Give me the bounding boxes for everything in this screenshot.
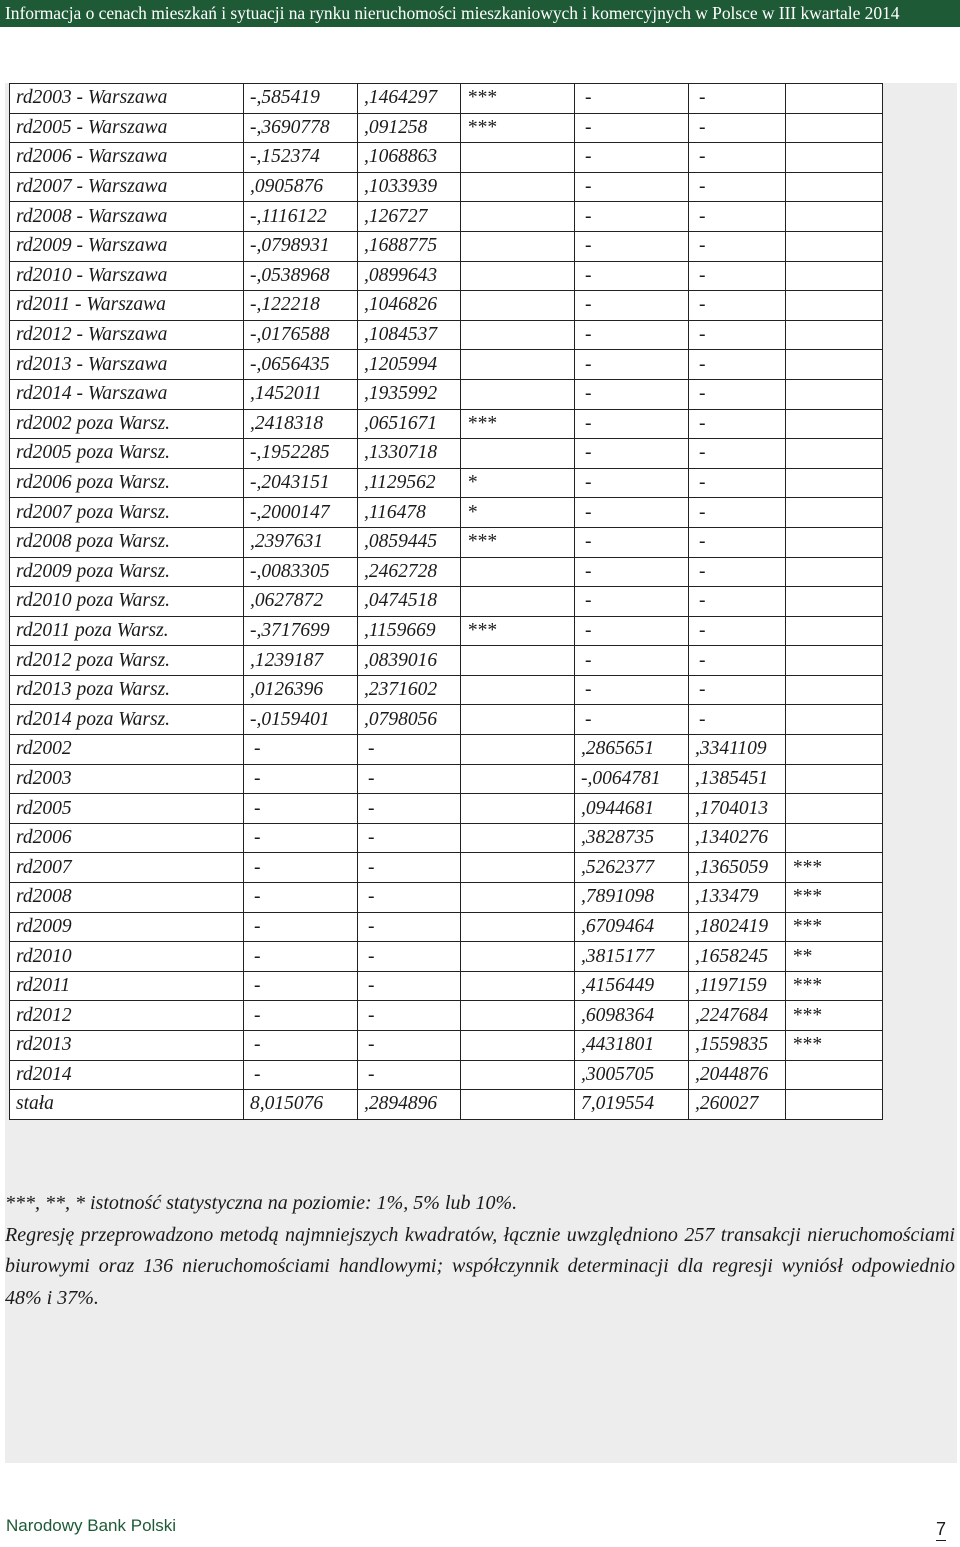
value-cell: - [689, 113, 786, 143]
value-cell: ,6098364 [575, 1001, 689, 1031]
value-cell: -,3690778 [244, 113, 358, 143]
value-cell: - [689, 172, 786, 202]
value-cell: ,0798056 [358, 705, 461, 735]
table-row [10, 439, 883, 469]
value-cell: - [689, 231, 786, 261]
row-label-cell: rd2012 - Warszawa [10, 320, 244, 350]
row-label-cell: rd2005 [10, 794, 244, 824]
value-cell [786, 794, 883, 824]
value-cell: - [358, 735, 461, 765]
table-row [10, 735, 883, 765]
value-cell [786, 823, 883, 853]
value-cell: ,1340276 [689, 823, 786, 853]
value-cell: - [689, 498, 786, 528]
table-row [10, 143, 883, 173]
row-label-cell: rd2013 poza Warsz. [10, 675, 244, 705]
value-cell: 7,019554 [575, 1090, 689, 1120]
table-row [10, 764, 883, 794]
value-cell: ,1452011 [244, 379, 358, 409]
value-cell: - [575, 113, 689, 143]
notes [5, 1188, 955, 1314]
value-cell: - [244, 912, 358, 942]
value-cell: *** [461, 84, 575, 114]
value-cell: -,1952285 [244, 439, 358, 469]
value-cell [461, 557, 575, 587]
value-cell: ,1704013 [689, 794, 786, 824]
value-cell: 8,015076 [244, 1090, 358, 1120]
value-cell [786, 261, 883, 291]
value-cell [786, 350, 883, 380]
value-cell [461, 261, 575, 291]
value-cell: ,0944681 [575, 794, 689, 824]
value-cell: - [244, 764, 358, 794]
value-cell: ,1330718 [358, 439, 461, 469]
value-cell: - [689, 616, 786, 646]
value-cell [461, 231, 575, 261]
row-label-cell: rd2014 poza Warsz. [10, 705, 244, 735]
table-row [10, 350, 883, 380]
value-cell: ,0474518 [358, 587, 461, 617]
value-cell: - [689, 675, 786, 705]
value-cell: *** [786, 853, 883, 883]
value-cell: - [689, 350, 786, 380]
value-cell: - [244, 1031, 358, 1061]
value-cell [461, 646, 575, 676]
value-cell: - [244, 942, 358, 972]
value-cell [461, 350, 575, 380]
value-cell: ,1084537 [358, 320, 461, 350]
value-cell: ,0859445 [358, 527, 461, 557]
value-cell: ,1159669 [358, 616, 461, 646]
table-row [10, 172, 883, 202]
row-label-cell: rd2005 poza Warsz. [10, 439, 244, 469]
value-cell: - [358, 853, 461, 883]
value-cell [786, 705, 883, 735]
value-cell: *** [461, 113, 575, 143]
value-cell: - [358, 912, 461, 942]
table-row [10, 113, 883, 143]
value-cell: ,1033939 [358, 172, 461, 202]
table-row [10, 84, 883, 114]
value-cell: - [689, 468, 786, 498]
value-cell: ,1688775 [358, 231, 461, 261]
value-cell: ,2371602 [358, 675, 461, 705]
regression-note: Regresję przeprowadzono metodą najmniejszych kwadratów, łącznie uwzględniono 257 transakcji nieruchomościami biurowymi oraz 136 nieruchomościami handlowymi; współczynnik determinacji dla regresji wyniósł odpowiednio 48% i 37%. [5, 1223, 955, 1309]
row-label-cell: rd2009 - Warszawa [10, 231, 244, 261]
value-cell: ,091258 [358, 113, 461, 143]
value-cell [786, 527, 883, 557]
value-cell [461, 1060, 575, 1090]
value-cell: *** [461, 616, 575, 646]
value-cell: ,1197159 [689, 971, 786, 1001]
value-cell [786, 379, 883, 409]
value-cell: - [575, 646, 689, 676]
footer-publisher: Narodowy Bank Polski [6, 1516, 177, 1535]
table-row [10, 794, 883, 824]
value-cell: - [358, 1001, 461, 1031]
value-cell: *** [786, 971, 883, 1001]
value-cell: -,0064781 [575, 764, 689, 794]
row-label-cell: rd2011 [10, 971, 244, 1001]
value-cell: ,2462728 [358, 557, 461, 587]
value-cell: ,1464297 [358, 84, 461, 114]
value-cell [786, 468, 883, 498]
value-cell [461, 439, 575, 469]
value-cell [461, 971, 575, 1001]
value-cell: -,585419 [244, 84, 358, 114]
value-cell: ,126727 [358, 202, 461, 232]
page-number: 7 [936, 1519, 947, 1539]
value-cell: ,1046826 [358, 291, 461, 321]
value-cell: -,122218 [244, 291, 358, 321]
value-cell: ,3341109 [689, 735, 786, 765]
row-label-cell: rd2005 - Warszawa [10, 113, 244, 143]
value-cell [461, 202, 575, 232]
row-label-cell: rd2007 poza Warsz. [10, 498, 244, 528]
value-cell [461, 883, 575, 913]
value-cell: - [575, 468, 689, 498]
value-cell: - [575, 675, 689, 705]
value-cell: -,0656435 [244, 350, 358, 380]
row-label-cell: stała [10, 1090, 244, 1120]
regression-table-body [10, 84, 883, 1120]
value-cell: ,0627872 [244, 587, 358, 617]
value-cell: ,2894896 [358, 1090, 461, 1120]
table-row [10, 527, 883, 557]
value-cell [461, 291, 575, 321]
value-cell: ,0905876 [244, 172, 358, 202]
value-cell: *** [786, 912, 883, 942]
row-label-cell: rd2011 - Warszawa [10, 291, 244, 321]
value-cell: ,0126396 [244, 675, 358, 705]
value-cell: - [358, 1060, 461, 1090]
table-row [10, 261, 883, 291]
value-cell: ,1935992 [358, 379, 461, 409]
value-cell: ,133479 [689, 883, 786, 913]
value-cell: - [575, 409, 689, 439]
value-cell [461, 764, 575, 794]
row-label-cell: rd2003 - Warszawa [10, 84, 244, 114]
row-label-cell: rd2003 [10, 764, 244, 794]
row-label-cell: rd2002 [10, 735, 244, 765]
row-label-cell: rd2007 - Warszawa [10, 172, 244, 202]
value-cell: ,1385451 [689, 764, 786, 794]
value-cell: - [244, 735, 358, 765]
value-cell: ,2247684 [689, 1001, 786, 1031]
value-cell [461, 1001, 575, 1031]
value-cell: - [575, 172, 689, 202]
row-label-cell: rd2008 [10, 883, 244, 913]
value-cell: - [575, 587, 689, 617]
value-cell: -,0538968 [244, 261, 358, 291]
value-cell: ,0839016 [358, 646, 461, 676]
value-cell: ,3828735 [575, 823, 689, 853]
value-cell: ** [786, 942, 883, 972]
row-label-cell: rd2010 - Warszawa [10, 261, 244, 291]
row-label-cell: rd2013 [10, 1031, 244, 1061]
value-cell [786, 202, 883, 232]
table-row [10, 675, 883, 705]
value-cell: ,1129562 [358, 468, 461, 498]
value-cell [786, 320, 883, 350]
value-cell: ,4431801 [575, 1031, 689, 1061]
value-cell: *** [786, 1031, 883, 1061]
significance-note: ***, **, * istotność statystyczna na poziomie: 1%, 5% lub 10%. [5, 1192, 518, 1214]
value-cell [786, 646, 883, 676]
row-label-cell: rd2010 [10, 942, 244, 972]
value-cell: - [575, 379, 689, 409]
row-label-cell: rd2014 - Warszawa [10, 379, 244, 409]
value-cell [786, 143, 883, 173]
value-cell: - [358, 764, 461, 794]
value-cell: - [358, 794, 461, 824]
value-cell: ,2397631 [244, 527, 358, 557]
table-row [10, 291, 883, 321]
value-cell: - [244, 971, 358, 1001]
value-cell: ,2865651 [575, 735, 689, 765]
value-cell: - [575, 439, 689, 469]
value-cell: - [244, 883, 358, 913]
row-label-cell: rd2009 [10, 912, 244, 942]
table-row [10, 853, 883, 883]
table-row [10, 468, 883, 498]
value-cell [461, 794, 575, 824]
value-cell: - [575, 498, 689, 528]
value-cell: - [575, 291, 689, 321]
value-cell: - [244, 1001, 358, 1031]
value-cell: - [689, 557, 786, 587]
value-cell: -,2043151 [244, 468, 358, 498]
value-cell [461, 735, 575, 765]
table-row [10, 202, 883, 232]
table-row [10, 379, 883, 409]
value-cell: - [244, 1060, 358, 1090]
value-cell [461, 942, 575, 972]
value-cell [786, 675, 883, 705]
value-cell: - [575, 705, 689, 735]
value-cell [786, 1090, 883, 1120]
row-label-cell: rd2002 poza Warsz. [10, 409, 244, 439]
row-label-cell: rd2012 poza Warsz. [10, 646, 244, 676]
row-label-cell: rd2007 [10, 853, 244, 883]
value-cell [461, 379, 575, 409]
table-row [10, 320, 883, 350]
value-cell [786, 84, 883, 114]
value-cell: - [358, 883, 461, 913]
value-cell: - [575, 261, 689, 291]
value-cell [461, 912, 575, 942]
header-title: Informacja o cenach mieszkań i sytuacji na rynku nieruchomości mieszkaniowych i komercyjnych w Polsce w III kwartale 2014 [5, 3, 900, 23]
value-cell: - [689, 261, 786, 291]
regression-table [9, 83, 883, 1120]
value-cell [461, 853, 575, 883]
table-row [10, 587, 883, 617]
table-row [10, 616, 883, 646]
value-cell: *** [461, 409, 575, 439]
row-label-cell: rd2014 [10, 1060, 244, 1090]
value-cell: ,5262377 [575, 853, 689, 883]
value-cell [461, 320, 575, 350]
value-cell: ,1559835 [689, 1031, 786, 1061]
value-cell [461, 1090, 575, 1120]
value-cell: * [461, 468, 575, 498]
value-cell: -,2000147 [244, 498, 358, 528]
value-cell: * [461, 498, 575, 528]
value-cell: - [689, 320, 786, 350]
table-row [10, 557, 883, 587]
value-cell: - [244, 823, 358, 853]
value-cell: *** [786, 1001, 883, 1031]
header-bar [0, 0, 960, 27]
value-cell [461, 172, 575, 202]
value-cell [786, 587, 883, 617]
value-cell: ,1239187 [244, 646, 358, 676]
value-cell: ,0651671 [358, 409, 461, 439]
value-cell [461, 823, 575, 853]
value-cell: -,0798931 [244, 231, 358, 261]
value-cell: - [575, 202, 689, 232]
table-row [10, 409, 883, 439]
value-cell: -,0176588 [244, 320, 358, 350]
row-label-cell: rd2006 poza Warsz. [10, 468, 244, 498]
table-row [10, 498, 883, 528]
table-row [10, 231, 883, 261]
table-row [10, 1060, 883, 1090]
value-cell: - [689, 705, 786, 735]
value-cell: ,0899643 [358, 261, 461, 291]
value-cell: ,1658245 [689, 942, 786, 972]
value-cell: -,3717699 [244, 616, 358, 646]
value-cell: - [689, 379, 786, 409]
value-cell: ,3005705 [575, 1060, 689, 1090]
value-cell: ,260027 [689, 1090, 786, 1120]
row-label-cell: rd2008 - Warszawa [10, 202, 244, 232]
value-cell: - [244, 794, 358, 824]
value-cell [786, 557, 883, 587]
value-cell: - [575, 84, 689, 114]
value-cell [786, 113, 883, 143]
row-label-cell: rd2013 - Warszawa [10, 350, 244, 380]
value-cell: - [358, 942, 461, 972]
value-cell: -,1116122 [244, 202, 358, 232]
value-cell [461, 1031, 575, 1061]
value-cell: - [244, 853, 358, 883]
table-row [10, 942, 883, 972]
table-row [10, 646, 883, 676]
row-label-cell: rd2010 poza Warsz. [10, 587, 244, 617]
value-cell: - [575, 320, 689, 350]
value-cell [786, 1060, 883, 1090]
row-label-cell: rd2011 poza Warsz. [10, 616, 244, 646]
row-label-cell: rd2006 [10, 823, 244, 853]
value-cell: - [575, 527, 689, 557]
table-row [10, 705, 883, 735]
value-cell: - [689, 646, 786, 676]
value-cell: - [575, 616, 689, 646]
value-cell: ,1365059 [689, 853, 786, 883]
value-cell: - [689, 439, 786, 469]
value-cell: - [689, 527, 786, 557]
value-cell: -,0159401 [244, 705, 358, 735]
value-cell: - [689, 202, 786, 232]
table-row [10, 823, 883, 853]
value-cell [786, 764, 883, 794]
row-label-cell: rd2008 poza Warsz. [10, 527, 244, 557]
value-cell [461, 143, 575, 173]
value-cell: - [689, 143, 786, 173]
value-cell: ,7891098 [575, 883, 689, 913]
value-cell: *** [786, 883, 883, 913]
table-row [10, 883, 883, 913]
value-cell: - [358, 823, 461, 853]
table-row [10, 971, 883, 1001]
value-cell: *** [461, 527, 575, 557]
value-cell: - [358, 971, 461, 1001]
value-cell [461, 587, 575, 617]
value-cell: - [575, 231, 689, 261]
value-cell: ,1205994 [358, 350, 461, 380]
value-cell: - [689, 84, 786, 114]
value-cell: - [575, 350, 689, 380]
value-cell: - [358, 1031, 461, 1061]
value-cell [786, 172, 883, 202]
value-cell: - [575, 557, 689, 587]
value-cell [786, 409, 883, 439]
value-cell [786, 291, 883, 321]
value-cell: - [575, 143, 689, 173]
value-cell: -,152374 [244, 143, 358, 173]
value-cell: ,2418318 [244, 409, 358, 439]
value-cell: ,4156449 [575, 971, 689, 1001]
value-cell: ,1802419 [689, 912, 786, 942]
table-row [10, 1001, 883, 1031]
value-cell [786, 231, 883, 261]
value-cell: - [689, 409, 786, 439]
value-cell [786, 439, 883, 469]
row-label-cell: rd2012 [10, 1001, 244, 1031]
value-cell: -,0083305 [244, 557, 358, 587]
value-cell [786, 616, 883, 646]
value-cell [786, 735, 883, 765]
table-row [10, 912, 883, 942]
value-cell: ,3815177 [575, 942, 689, 972]
value-cell: ,2044876 [689, 1060, 786, 1090]
row-label-cell: rd2006 - Warszawa [10, 143, 244, 173]
table-row [10, 1090, 883, 1120]
value-cell [461, 705, 575, 735]
value-cell: - [689, 587, 786, 617]
table-row [10, 1031, 883, 1061]
value-cell: ,6709464 [575, 912, 689, 942]
value-cell: ,1068863 [358, 143, 461, 173]
value-cell [461, 675, 575, 705]
row-label-cell: rd2009 poza Warsz. [10, 557, 244, 587]
value-cell [786, 498, 883, 528]
value-cell: ,116478 [358, 498, 461, 528]
value-cell: - [689, 291, 786, 321]
